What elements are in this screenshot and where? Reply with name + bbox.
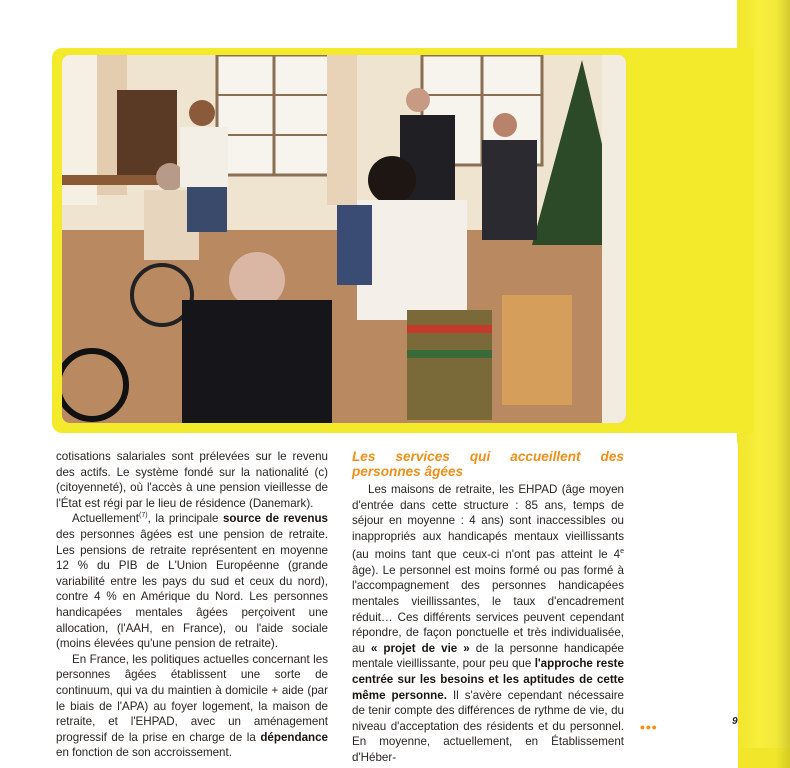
bold-term: source de revenus xyxy=(222,512,328,526)
bold-term: « projet de vie » xyxy=(370,641,470,655)
text-run: en fonction de son accroissement. xyxy=(56,746,232,760)
page-number: 9 xyxy=(732,716,738,727)
left-text-column xyxy=(56,449,328,761)
section-heading: Les services qui accueillent des personnes âgées xyxy=(352,449,624,479)
photo-dance-scene xyxy=(62,55,626,423)
text-run: âge). Le personnel est moins formé ou pas formé à l'accompagnement des personnes handicapées mentales vieillissantes, le taux d'encadrement réduit… Ces différents services peuvent cependant répondre, de façon ponctuelle et très individualisée, au xyxy=(352,563,624,655)
paragraph: cotisations salariales sont prélevées sur le revenu des actifs. Le système fondé sur la nationalité (c) (citoyenneté), où l'accès à une pension vieillesse de l'État est régi par le lieu de résidence (Danemark). xyxy=(56,450,328,510)
text-run: des personnes âgées est une pension de retraite. Les pensions de retraite représentent en moyenne 12 % du PIB de L'Union Européenne (grande variabilité entre les pays du sud et ceux du nord), contre 4 % en Amérique du Nord. Les personnes handicapées mentales âgées perçoivent une allocation, (l'AAH, en France), ou l'aide sociale (moins élevées qu'une pension de retraite). xyxy=(56,527,328,651)
superscript: e xyxy=(620,548,624,556)
text-run: de la personne handicapée mentale vieillissante, pour peu que xyxy=(352,641,625,671)
footnote-ref: (7) xyxy=(139,512,148,520)
paragraph xyxy=(352,482,624,766)
bold-term: dépendance xyxy=(260,730,328,744)
paragraph xyxy=(56,511,328,651)
text-run: , la principale xyxy=(147,512,223,526)
text-run: Les maisons de retraite, les EHPAD (âge moyen d'entrée dans cette structure : 85 ans, temps de séjour en moyenne : 4 ans) sont inaccessibles ou inappropriés aux handicapés mentaux vieillissants (au moins tant que ceux-ci n'ont pas atteint le 4 xyxy=(352,483,624,562)
text-run: Actuellement xyxy=(72,512,140,526)
continuation-dots: ••• xyxy=(640,719,658,735)
page-edge-shadow xyxy=(776,0,790,768)
bold-term: l'approche reste centrée sur les besoins et les aptitudes de cette même personne. xyxy=(352,657,624,702)
text-run: En France, les politiques actuelles concernant les personnes âgées établissent une sorte de continuum, qui va du maintien à domicile + aide (par le biais de l'APA) au foyer logement, la maison de retraite, et l'EHPAD, avec un aménagement progressif de la prise en charge de la xyxy=(56,652,328,744)
paragraph xyxy=(56,652,328,761)
right-text-column xyxy=(352,449,624,766)
text-run: Il s'avère cependant nécessaire de tenir compte des différences de rythme de vie, du niveau d'acceptation des résidents et du personnel. En moyenne, actuellement, en Établissement d'Héber- xyxy=(352,688,625,764)
